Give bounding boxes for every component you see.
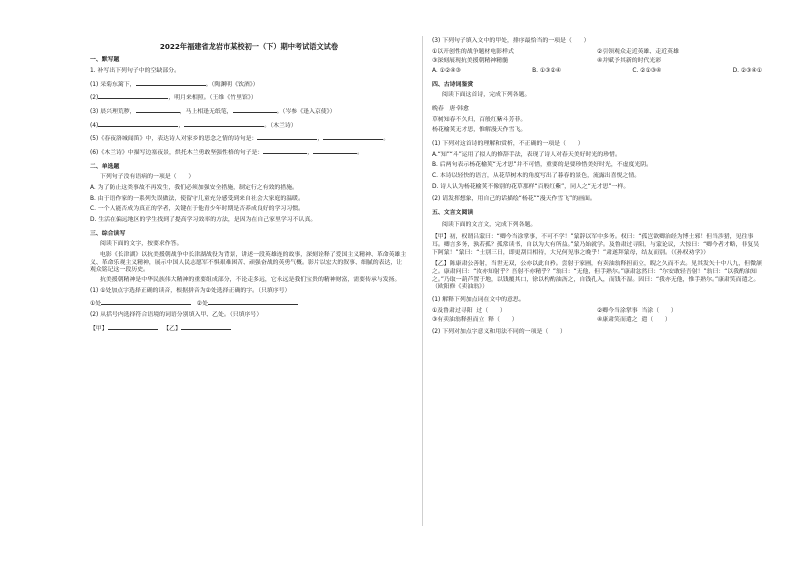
q3-option-d[interactable]: D. ②③④①: [732, 68, 762, 75]
q4-sub-1: (1) 下列对这首诗的理解和赏析，不正确的一项是（ ）: [432, 141, 584, 148]
poem-author: 唐·韩愈: [449, 106, 469, 113]
q5-sub-2: (2) 下列对加点字意义和用法不同的一项是（ ）: [432, 329, 566, 336]
q2-option-a[interactable]: A. 为了防止这类事故不再发生，我们必须加强安全措施，制定行之有效的措施。: [90, 185, 298, 192]
q2-option-b[interactable]: B. 由于语作家的一系列失误做法，使留守儿童充分感受到来自社会大家庭的温暖。: [90, 195, 304, 202]
q3-passage-2: 抗美援朝精神是中华民族伟大精神的重要组成部分，不论走多远，它永远是我们宝贵的精神财富，需要传承与发扬。: [100, 277, 401, 284]
q4-sub-2: (2) 请发挥想象，用自己的话描绘“杨花”“漫天作雪飞”的画面。: [432, 196, 596, 203]
answer-blank[interactable]: [233, 106, 277, 113]
q3-phrases-row-2: ③深刻展现抗美援朝精神精髓 ④并赋予其新的时代光彩: [432, 58, 662, 65]
q3-intro: 阅读下面的文字，按要求作答。: [100, 241, 183, 248]
q1-item-1: (1) 采菊东篱下， 。（陶渊明《饮酒》）: [90, 79, 408, 90]
answer-blank[interactable]: [181, 323, 231, 330]
passage-jia: 【甲】初，权谓吕蒙曰：“卿今当涂掌事，不可不学！”蒙辞以军中多务。权曰：“孤岂欲卿治经为博士邪！但当涉猎，见往事耳。卿言多务，孰若孤？孤常读书，自以为大有所益。”蒙乃始就学。及鲁肃过寻阳，与蒙论议，大惊曰：“卿今者才略，非复吴下阿蒙！”蒙曰：“士别三日，即更刮目相待，大兄何见事之晚乎！”肃遂拜蒙母，结友而别。（《孙权劝学》）: [432, 234, 760, 256]
section-5-heading: 五、文言文阅读: [432, 210, 474, 217]
q4-option-b[interactable]: B. 后两句表示杨花榆荚“无才思”并不可惜，重要的是要珍惜美好时光，不虚度光阴。: [432, 162, 653, 169]
right-column: [432, 0, 762, 340]
answer-blank[interactable]: [184, 120, 264, 127]
q5-words-row-2: ③有卖油翁释担而立 释（ ） ④康肃笑而遣之 遣（ ）: [432, 317, 671, 324]
q1-item-6: (6)《木兰诗》中描写边塞夜景，烘托木兰勇敢坚强性格的句子是： ， 。: [90, 147, 408, 158]
q3-passage: 电影《长津湖》以抗美援朝战争中长津湖战役为背景，讲述一段英雄连的故事，深刻诠释了爱国主义精神、革命英雄主义、革命乐观主义精神，展示中国人民志愿军不惧艰难困苦、顽强奋战的英勇气概。影片以宏大的叙事、细腻的表达，让观众铭记这一段历史。: [90, 252, 407, 274]
q3-sub-2-answers: 【甲】 【乙】: [90, 323, 408, 334]
q5-intro: 阅读下面的文言文，完成下列各题。: [442, 221, 537, 228]
page-title: 2022年福建省龙岩市某校初一（下）期中考试语文试卷: [159, 42, 339, 51]
answer-blank[interactable]: [263, 147, 307, 154]
answer-blank[interactable]: [313, 147, 357, 154]
section-3-heading: 三、综合读写: [90, 230, 126, 237]
column-divider: [422, 36, 423, 526]
q2-option-c[interactable]: C. 一个人能否成为真正的学者，关键在于他青少年时期是否养成良好的学习习惯。: [90, 206, 305, 213]
answer-blank[interactable]: [101, 298, 191, 305]
q4-intro: 阅读下面这首诗，完成下列各题。: [442, 92, 531, 99]
q5-sub-1: (1) 解释下列加点词在文中的意思。: [432, 297, 525, 304]
q4-option-d[interactable]: D. 诗人认为杨花榆荚不像别的花草那样“百般红紫”，同人之“无才思”一样。: [432, 183, 630, 190]
q4-option-a[interactable]: A.“知”“斗”运用了拟人的修辞手法，表现了诗人对春天美好时光的珍惜。: [432, 151, 621, 158]
q3-phrases-row-1: ①以开创性的战争题材电影样式 ②引领观众走近英雄、走近英雄: [432, 48, 679, 55]
left-column: [90, 0, 408, 336]
poem-line-1: 草树知春不久归，百般红紫斗芳菲。: [432, 116, 527, 123]
section-4-heading: 四、古诗词鉴赏: [432, 81, 474, 88]
answer-blank[interactable]: [98, 92, 168, 99]
q3-option-b[interactable]: B. ①③②④: [532, 68, 562, 75]
q1-item-3: (3) 晨兴理荒秽， ，马上相逢无纸笔， 。（岑参《逢入京使》）: [90, 106, 408, 117]
section-2-heading: 二、单选题: [90, 163, 120, 170]
q3-options: [432, 68, 762, 76]
answer-blank[interactable]: [136, 79, 206, 86]
poem-line-2: 杨花榆荚无才思，惟解漫天作雪飞。: [432, 127, 527, 134]
answer-blank[interactable]: [323, 133, 383, 140]
q5-words-row-1: ①及鲁肃过寻阳 过（ ） ②卿今当涂掌事 当涂（ ）: [432, 307, 677, 314]
q3-sub-2: (2) 从括号内选择符合语境的词语分别填入甲、乙处。（只填序号）: [90, 312, 263, 319]
poem-title: 晚春: [432, 106, 444, 113]
answer-blank[interactable]: [208, 298, 298, 305]
section-1-heading: 一、默写题: [90, 57, 120, 64]
poem-heading: [432, 106, 762, 114]
q1-item-2: (2) ，明月来相照。（王维《竹里馆》）: [90, 92, 408, 103]
answer-blank[interactable]: [98, 120, 178, 127]
q3-option-c[interactable]: C. ②①③④: [632, 68, 662, 75]
q3-sub-1-answers: ①处 ②处: [90, 298, 408, 309]
passage-yi: 【乙】陈康肃公善射，当世无双，公亦以此自矜。尝射于家圃，有卖油翁释担而立，睨之久而不去。见其发矢十中八九，但微颔之。康肃问曰：“汝亦知射乎？吾射不亦精乎？”翁曰：“无他，但手熟尔。”康肃忿然曰：“尔安敢轻吾射！”翁曰：“以我酌油知之。”乃取一葫芦置于地，以钱覆其口，徐以杓酌油沥之，自钱孔入，而钱不湿。因曰：“我亦无他，惟手熟尔。”康肃笑而遣之。（欧阳修《卖油翁》）: [432, 261, 762, 291]
q3-sub-1: (1) ①处加点字选择正确的读音，根据拼音为②处选择正确的字。（只填序号）: [90, 287, 291, 294]
q4-option-c[interactable]: C. 本诗以轻快的语言，从花草树木的角度写出了暮春的景色，流露出喜悦之情。: [432, 173, 641, 180]
q3-option-a[interactable]: A. ①②④③: [432, 68, 461, 75]
q2-option-d[interactable]: D. 生活在偏远地区的学生找到了提高学习效率的方法，是因为在自己家里学习不认真。: [90, 217, 317, 224]
q1-intro: 1. 补写出下列句子中的空缺部分。: [90, 68, 180, 75]
q3-sub-3: (3) 下列句子填入文中的甲处，排序最恰当的一项是（ ）: [432, 38, 590, 44]
answer-blank[interactable]: [257, 133, 317, 140]
answer-blank[interactable]: [108, 323, 158, 330]
q1-item-5: (5)《春夜洛城闻笛》中，表达诗人对家乡的思念之情的诗句是： ， 。: [90, 133, 408, 144]
q1-item-4: (4) ， 。（木兰诗）: [90, 120, 408, 131]
q2-stem: 下列句子没有语病的一项是（ ）: [100, 174, 195, 181]
answer-blank[interactable]: [136, 106, 180, 113]
